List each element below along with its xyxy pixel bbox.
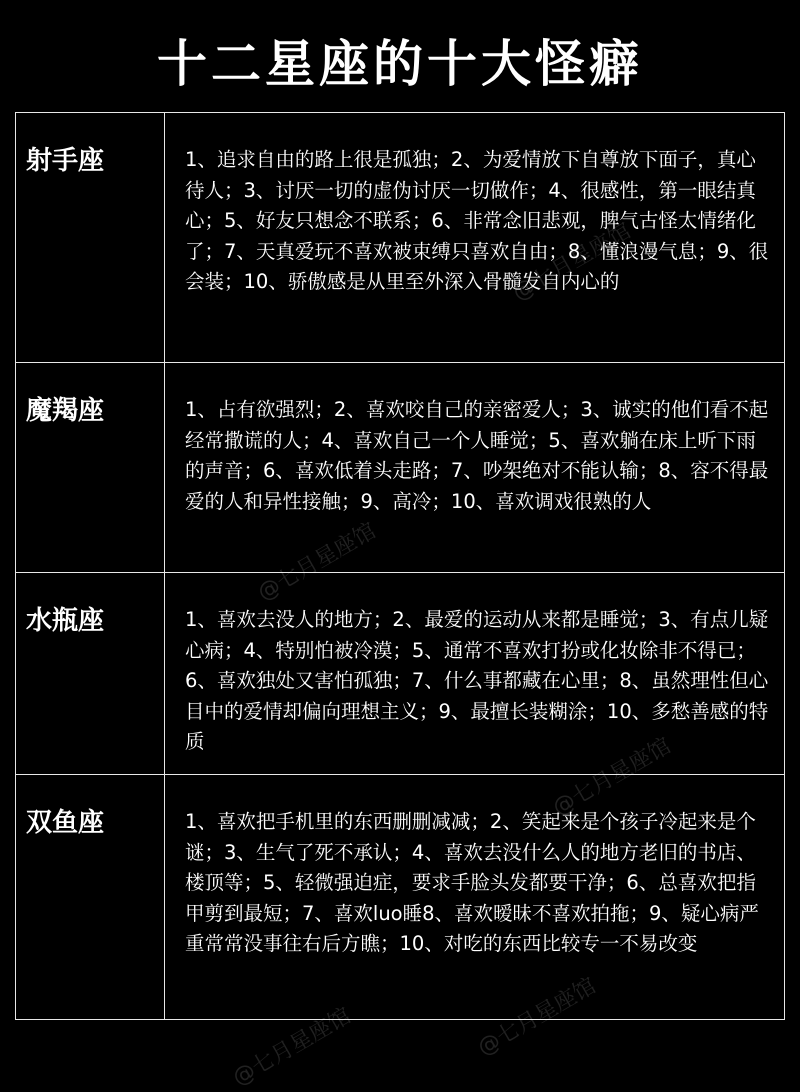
quirks-table [15,112,785,1020]
page-title: 十二星座的十大怪癖 [157,35,643,93]
sign-name-cell: 水瓶座 [16,573,165,775]
quirks-description-cell: 1、喜欢去没人的地方；2、最爱的运动从来都是睡觉；3、有点儿疑心病；4、特别怕被冷漠；5、通常不喜欢打扮或化妆除非不得已；6、喜欢独处又害怕孤独；7、什么事都藏在心里；8、虽然理性但心目中的爱情却偏向理想主义；9、最擅长装糊涂；10、多愁善感的特质 [165,573,785,775]
watermark: @七月星座馆 [508,218,636,307]
table-row [16,573,785,775]
table-row [16,363,785,573]
quirks-description-cell: 1、占有欲强烈；2、喜欢咬自己的亲密爱人；3、诚实的他们看不起经常撒谎的人；4、喜欢自己一个人睡觉；5、喜欢躺在床上听下雨的声音；6、喜欢低着头走路；7、吵架绝对不能认输；8、容不得最爱的人和异性接触；9、高冷；10、喜欢调戏很熟的人 [165,363,785,573]
watermark: @七月星座馆 [548,733,676,822]
quirks-description-cell: 1、喜欢把手机里的东西删删减减；2、笑起来是个孩子冷起来是个谜；3、生气了死不承认；4、喜欢去没什么人的地方老旧的书店、楼顶等；5、轻微强迫症，要求手脸头发都要干净；6、总喜欢把指甲剪到最短；7、喜欢luo睡8、喜欢暧昧不喜欢拍拖；9、疑心病严重常常没事往右后方瞧；10、对吃的东西比较专一不易改变 [165,775,785,1020]
table-row [16,113,785,363]
sign-name-cell: 魔羯座 [16,363,165,573]
sign-name-cell: 射手座 [16,113,165,363]
watermark: @七月星座馆 [253,518,381,607]
watermark: @七月星座馆 [228,1003,356,1092]
quirks-description-cell: 1、追求自由的路上很是孤独；2、为爱情放下自尊放下面子，真心待人；3、讨厌一切的虚伪讨厌一切做作；4、很感性，第一眼结真心；5、好友只想念不联系；6、非常念旧悲观，脾气古怪太情绪化了；7、天真爱玩不喜欢被束缚只喜欢自由；8、懂浪漫气息；9、很会装；10、骄傲感是从里至外深入骨髓发自内心的 [165,113,785,363]
watermark: @七月星座馆 [473,973,601,1062]
table-row [16,775,785,1020]
sign-name-cell: 双鱼座 [16,775,165,1020]
